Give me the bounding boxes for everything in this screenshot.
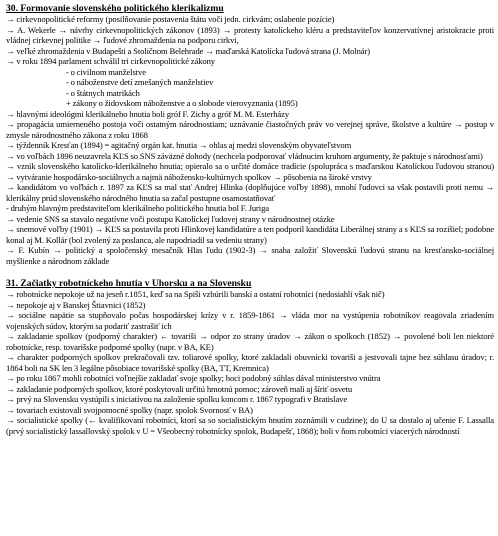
text-line: → A. Wekerle → návrhy cirkevnopolitických zákonov (1893) → protesty katolíckeho kléru a predstaviteľov konzervatívnej aristokracie proti vládnej cirkevnej politike → ľudové zhromaždenia na podporu cirkvi, [6, 24, 494, 45]
text-line: → týždenník Kresťan (1894) = agitačný orgán kat. hnutia → ohlas aj medzi slovenským obyvateľstvom [6, 140, 352, 150]
text-line: → charakter podporných spolkov prekračovali tzv. toliarové spolky, ktoré zakladali obuvnícki tovariši a jestvovali tajne bez súhlasu úradov; r. 1864 boli na SK len 3 legálne pôsobiace tovarišské spolky (BA, TT, Kremnica) [6, 352, 494, 373]
text-line: → nepokoje aj v Banskej Štiavnici (1852) [6, 299, 146, 310]
text-line: → vznik slovenského katolícko-klerikálneho hnutia; opieralo sa o určité domáce tradície (spolupráca s maďarskou Katolíckou ľudovou stranou) → vytváranie hospodársko-sociálnych a najmä nábožensko-kultúrnych spolkov → pôsobenia na široké vrstvy [6, 161, 494, 182]
text-line: → propagácia umierneného postoja voči ostatným národnostiam; uznávanie čiastočných práv vo verejnej správe, školstve a kultúre → postup v zmysle národnostného zákona z roku 1868 [6, 119, 494, 140]
section-31 [6, 278, 494, 436]
text-line: → hlavnými ideológmi klerikálneho hnutia boli gróf F. Zichy a gróf M. M. Esterházy [6, 108, 290, 119]
text-line: → robotnícke nepokoje už na jeseň r.1851, keď sa na Spiši vzbúrili banskí a ostatní robotníci (nedosiahli však nič) [6, 289, 385, 299]
section-heading: 31. Začiatky robotníckeho hnutia v Uhorsku a na Slovensku [6, 278, 252, 289]
text-line: → zakladanie podporných spolkov, ktoré poskytovali určitú hmotnú pomoc; zároveň mali aj šíriť osvetu [6, 383, 353, 394]
text-line: → veľké zhromaždenia v Budapešti a Stoličnom Belehrade → maďarská Katolícka ľudová strana (J. Molnár) [6, 45, 371, 56]
text-line: → vo voľbách 1896 neuzavrela KĽS so SNS záväzné dohody (nechcela podporovať vládnucim kruhom argumenty, že paktuje s národnosťami) [6, 150, 483, 161]
text-line: → po roku 1867 mohli robotníci voľnejšie zakladať svoje spolky; hoci podobný súhlas dával ministerstvo vnútra [6, 373, 381, 383]
text-line: → socialistické spolky (← kvalifikovaní robotníci, ktorí sa so socialistickým hnutím zoznámili v cudzine); do U sa dostalo aj učenie F. Lassalla (prvý socialistický lassallovský spolok v U = Všeobecný robotnícky spolok, Budapešť, 1868); boli v ňom robotníci viacerých národností [6, 415, 494, 436]
section-30 [6, 3, 494, 266]
text-line: → sociálne napätie sa stupňovalo počas hospodárskej krízy v r. 1859-1861 → vláda mor na vystúpenia robotníkov reagovala zriadením vojenských súdov, ktorým sa podariť zastrašiť ich [6, 310, 494, 331]
text-line: → snemové voľby (1901) → KĽS sa postavila proti Hlinkovej kandidatúre a ten podporil kandidáta Liberálnej strany a s KĽS sa rozišiel; podobne konal aj M. Kollár (bol zvolený za poslanca, ale napodriadil sa vedeniu strany) [6, 224, 494, 245]
text-line: → tovariach existovali svojpomocné spolky (napr. spolok Svornosť v BA) [6, 404, 253, 415]
text-line: → F. Kubín → politický a spoločenský mesačník Hlas ľudu (1902-3) → snaha založiť Slovenskú ľudovú stranu na kresťansko-sociálnej myšlienke a národnom základe [6, 245, 494, 266]
list-item: - o štátnych matrikách [66, 87, 140, 98]
text-line: → prvý na Slovensku vystúpili s iniciatívou na založenie spolku koncom r. 1867 typografi v Bratislave [6, 394, 348, 404]
section-spacer [6, 266, 494, 278]
text-line: → v roku 1894 parlament schválil tri cirkevnopolitické zákony [6, 56, 215, 66]
section-heading: 30. Formovanie slovenského politického klerikalizmu [6, 3, 224, 14]
list-item: + zákony o židovskom náboženstve a o slobode vierovyznania (1895) [66, 98, 298, 108]
list-item: - o náboženstve detí zmešaných manželstiev [66, 77, 214, 87]
text-line: → cirkevnopolitické reformy (posilňovanie postavenia štátu voči jedn. cirkvám; oslabenie pozície) [6, 14, 335, 24]
text-line: - druhým hlavným predstaviteľom klerikálneho politického hnutia bol F. Juriga [6, 203, 269, 213]
text-line: → vedenie SNS sa stavalo negatívne voči postupu Katolíckej ľudovej strany v národnostnej otázke [6, 213, 335, 224]
list-item: - o civilnom manželstve [66, 66, 146, 77]
text-line: → zakladanie spolkov (podporný charakter) ← tovariši → odpor zo strany úradov → zákon o spolkoch (1852) → povolené boli len niektoré robotnícke, resp. tovarišske podporné spolky (napr. v BA, KE) [6, 331, 494, 352]
text-line: → kandidátom vo voľbách r. 1897 za KĽS sa mal stať Andrej Hlinka (doplňujúce voľby 1898), mnohí ľudovci sa však postavili proti nemu → klerikálny prúd slovenského národného hnutia sa začal postupne osamostatňovať [6, 182, 494, 203]
